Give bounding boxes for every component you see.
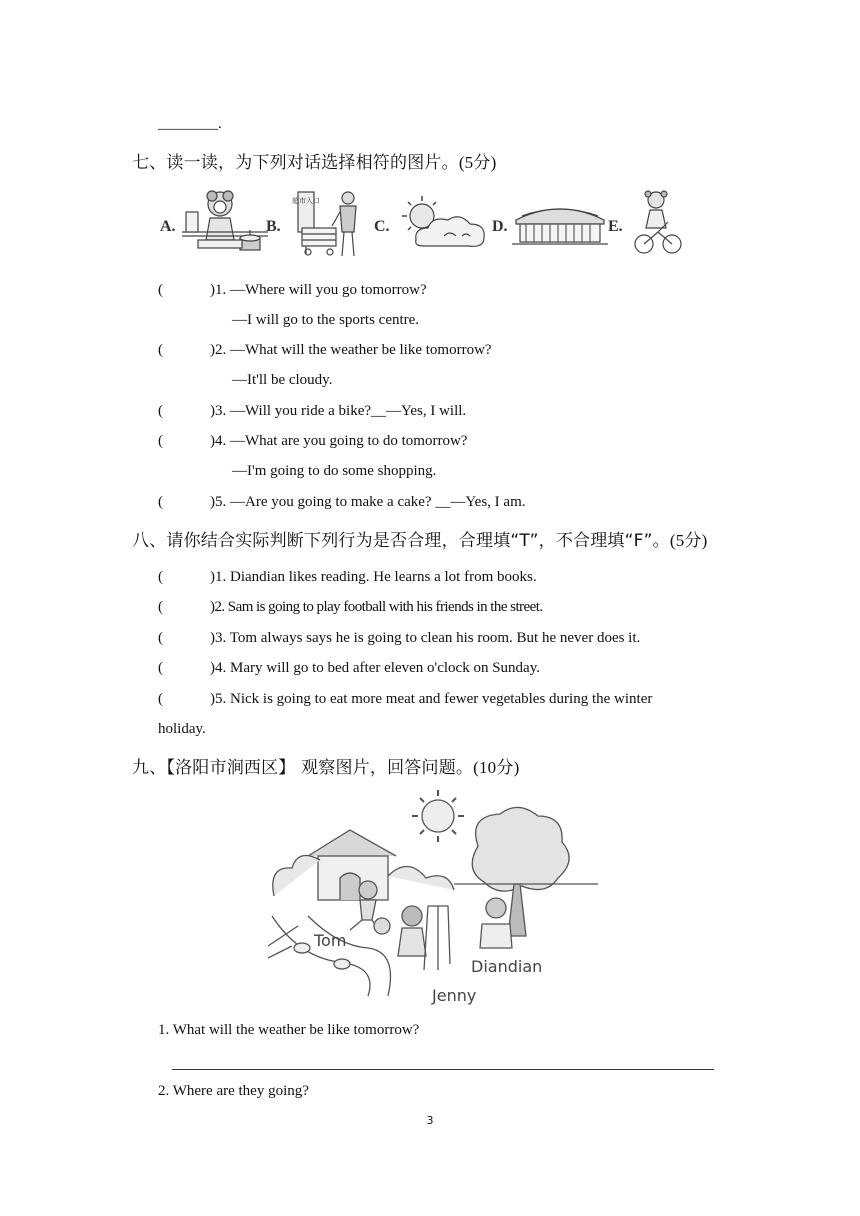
s7-question-5: ( )5. —Are you going to make a cake? __—Yes, I am. [158, 494, 526, 510]
shop-sign-char-1: 超市入口 [292, 197, 320, 205]
s8-item-5-continued: holiday. [158, 721, 206, 737]
section7-title: 七、读一读，为下列对话选择相符的图片。 [132, 153, 459, 173]
section9-title: 九、【洛阳市涧西区】 观察图片，回答问题。 [132, 758, 474, 778]
sun-cloud-picture [396, 192, 490, 254]
option-b [266, 188, 366, 258]
label-jenny: Jenny [432, 986, 477, 1005]
s7-question-3: ( )3. —Will you ride a bike?__—Yes, I will. [158, 403, 467, 419]
s7-question-1: ( )1. —Where will you go tomorrow? [158, 282, 427, 298]
supermarket-picture [292, 188, 366, 258]
option-d [492, 188, 608, 258]
s7-answer-1: —I will go to the sports centre. [232, 312, 420, 328]
s7-question-2: ( )2. —What will the weather be like tomorrow? [158, 342, 492, 358]
option-e [608, 188, 684, 258]
option-d-letter: D. [492, 218, 508, 235]
option-e-letter: E. [608, 218, 623, 235]
s9-question-2: 2. Where are they going? [158, 1083, 309, 1099]
label-diandian: Diandian [471, 957, 543, 976]
s8-item-3: ( )3. Tom always says he is going to clean his room. But he never does it. [158, 630, 641, 646]
park-scene-picture [268, 786, 598, 1008]
option-a [158, 188, 268, 258]
option-a-letter: A. [160, 218, 176, 235]
girl-bike-picture [632, 188, 684, 258]
section7-score: (5分) [458, 153, 497, 172]
section8-title: 八、请你结合实际判断下列行为是否合理，合理填“T”，不合理填“F”。 [132, 531, 670, 551]
label-tom: Tom [314, 931, 347, 950]
answer-blank: ________. [158, 116, 222, 132]
s8-item-2: ( )2. Sam is going to play football with his friends in the street. [158, 599, 543, 615]
s8-item-4: ( )4. Mary will go to bed after eleven o'clock on Sunday. [158, 660, 540, 676]
answer-line-1[interactable] [172, 1069, 714, 1070]
baking-girl-picture [182, 188, 268, 258]
s9-question-1: 1. What will the weather be like tomorrow? [158, 1022, 420, 1038]
option-b-letter: B. [266, 218, 281, 235]
s7-question-4: ( )4. —What are you going to do tomorrow? [158, 433, 468, 449]
section8-score: (5分) [669, 531, 708, 550]
section8-heading [132, 526, 707, 551]
s7-answer-4: —I'm going to do some shopping. [232, 463, 437, 479]
section9-heading [132, 753, 519, 778]
option-c-letter: C. [374, 218, 390, 235]
s7-answer-2: —It'll be cloudy. [232, 372, 333, 388]
section7-heading [132, 148, 496, 173]
s8-item-1: ( )1. Diandian likes reading. He learns a lot from books. [158, 569, 537, 585]
page-number: 3 [426, 1114, 434, 1127]
park-scene-drawing [268, 786, 598, 1008]
option-c [374, 188, 490, 258]
s8-item-5: ( )5. Nick is going to eat more meat and fewer vegetables during the winter [158, 691, 653, 707]
sports-centre-picture [512, 198, 608, 248]
section9-score: (10分) [473, 758, 520, 777]
